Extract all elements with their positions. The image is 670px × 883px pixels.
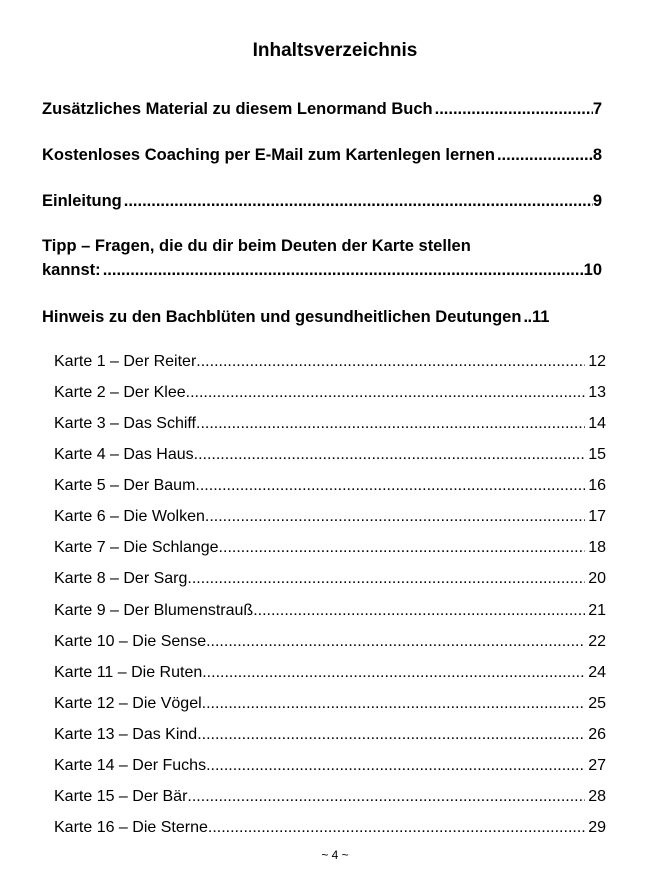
toc-entry-karte-6[interactable] bbox=[54, 508, 606, 526]
entry-label: kannst: bbox=[42, 261, 101, 279]
dot-leader bbox=[187, 788, 585, 806]
toc-entry-karte-5[interactable] bbox=[54, 477, 606, 495]
entry-label: Karte 7 – Die Schlange bbox=[54, 539, 219, 556]
entry-page: 24 bbox=[588, 664, 606, 681]
entry-page: 22 bbox=[588, 633, 606, 650]
toc-entry-karte-13[interactable] bbox=[54, 726, 606, 744]
entry-label: Karte 6 – Die Wolken bbox=[54, 508, 205, 525]
entry-page: 14 bbox=[588, 415, 606, 432]
entry-page: 7 bbox=[592, 100, 602, 118]
toc-entry-karte-7[interactable] bbox=[54, 539, 606, 557]
dot-leader bbox=[103, 261, 584, 280]
dot-leader bbox=[206, 757, 585, 775]
dot-leader bbox=[208, 819, 585, 837]
dot-leader bbox=[196, 353, 585, 371]
entry-label: Hinweis zu den Bachblüten und gesundheitlichen Deutungen bbox=[42, 308, 522, 326]
entry-label: Karte 5 – Der Baum bbox=[54, 477, 196, 494]
entry-page: 10 bbox=[583, 261, 602, 279]
toc-entry-karte-12[interactable] bbox=[54, 695, 606, 713]
entry-page: 27 bbox=[588, 757, 606, 774]
toc-entry-tipp[interactable] bbox=[42, 261, 602, 280]
entry-page: 17 bbox=[588, 508, 606, 525]
toc-entry-karte-15[interactable] bbox=[54, 788, 606, 806]
toc-entry-coaching[interactable] bbox=[42, 146, 602, 165]
toc-entry-karte-2[interactable] bbox=[54, 384, 606, 402]
toc-entry-karte-11[interactable] bbox=[54, 664, 606, 682]
dot-leader bbox=[219, 539, 586, 557]
dot-leader bbox=[187, 570, 585, 588]
entry-page: 25 bbox=[588, 695, 606, 712]
entry-page: .11 bbox=[527, 308, 550, 326]
entry-page: 15 bbox=[588, 446, 606, 463]
dot-leader bbox=[196, 415, 585, 433]
dot-leader bbox=[124, 192, 593, 211]
toc-entry-zusaetzliches-material[interactable] bbox=[42, 100, 602, 119]
entry-label: Karte 14 – Der Fuchs bbox=[54, 757, 207, 774]
entry-label: Karte 10 – Die Sense bbox=[54, 633, 207, 650]
toc-entry-karte-14[interactable] bbox=[54, 757, 606, 775]
toc-entry-einleitung[interactable] bbox=[42, 192, 602, 211]
toc-entry-karte-9[interactable] bbox=[54, 602, 606, 620]
entry-page: 21 bbox=[588, 602, 606, 619]
dot-leader bbox=[194, 446, 586, 464]
entry-page: 18 bbox=[588, 539, 606, 556]
entry-page: 20 bbox=[588, 570, 606, 587]
entry-page: 9 bbox=[592, 192, 602, 210]
dot-leader bbox=[253, 602, 585, 620]
toc-entry-karte-10[interactable] bbox=[54, 633, 606, 651]
entry-label: Karte 13 – Das Kind bbox=[54, 726, 198, 743]
toc-entry-tipp-line1[interactable]: Tipp – Fragen, die du dir beim Deuten der Karte stellen bbox=[42, 237, 471, 255]
entry-label: Karte 12 – Die Vögel bbox=[54, 695, 202, 712]
entry-label: Karte 8 – Der Sarg bbox=[54, 570, 188, 587]
toc-entry-karte-8[interactable] bbox=[54, 570, 606, 588]
entry-label: Karte 15 – Der Bär bbox=[54, 788, 188, 805]
entry-label: Karte 11 – Die Ruten bbox=[54, 664, 203, 681]
entry-label: Karte 2 – Der Klee bbox=[54, 384, 186, 401]
entry-label: Kostenloses Coaching per E-Mail zum Kartenlegen lernen bbox=[42, 146, 495, 164]
entry-label: Karte 1 – Der Reiter bbox=[54, 353, 197, 370]
toc-title: Inhaltsverzeichnis bbox=[252, 40, 418, 61]
toc-entry-hinweis-bachblueten[interactable] bbox=[42, 308, 602, 327]
dot-leader bbox=[195, 477, 585, 495]
entry-page: 12 bbox=[588, 353, 606, 370]
dot-leader bbox=[497, 146, 593, 165]
dot-leader bbox=[435, 100, 593, 119]
entry-page: 16 bbox=[588, 477, 606, 494]
dot-leader bbox=[197, 726, 585, 744]
page-number: ~ 4 ~ bbox=[321, 848, 349, 862]
entry-label: Karte 16 – Die Sterne bbox=[54, 819, 208, 836]
entry-label: Karte 3 – Das Schiff bbox=[54, 415, 196, 432]
dot-leader bbox=[186, 384, 586, 402]
toc-entry-karte-4[interactable] bbox=[54, 446, 606, 464]
dot-leader bbox=[206, 633, 585, 651]
entry-page: 26 bbox=[588, 726, 606, 743]
entry-label: Karte 9 – Der Blumenstrauß bbox=[54, 602, 254, 619]
entry-page: 13 bbox=[588, 384, 606, 401]
entry-page: 28 bbox=[588, 788, 606, 805]
entry-label: Karte 4 – Das Haus bbox=[54, 446, 194, 463]
entry-label: Einleitung bbox=[42, 192, 122, 210]
entry-page: 8 bbox=[592, 146, 602, 164]
toc-entry-karte-1[interactable] bbox=[54, 353, 606, 371]
entry-label: Zusätzliches Material zu diesem Lenormand Buch bbox=[42, 100, 433, 118]
dot-leader bbox=[202, 695, 586, 713]
toc-entry-karte-16[interactable] bbox=[54, 819, 606, 837]
toc-entry-karte-3[interactable] bbox=[54, 415, 606, 433]
dot-leader bbox=[205, 508, 585, 526]
dot-leader bbox=[202, 664, 585, 682]
entry-page: 29 bbox=[588, 819, 606, 836]
